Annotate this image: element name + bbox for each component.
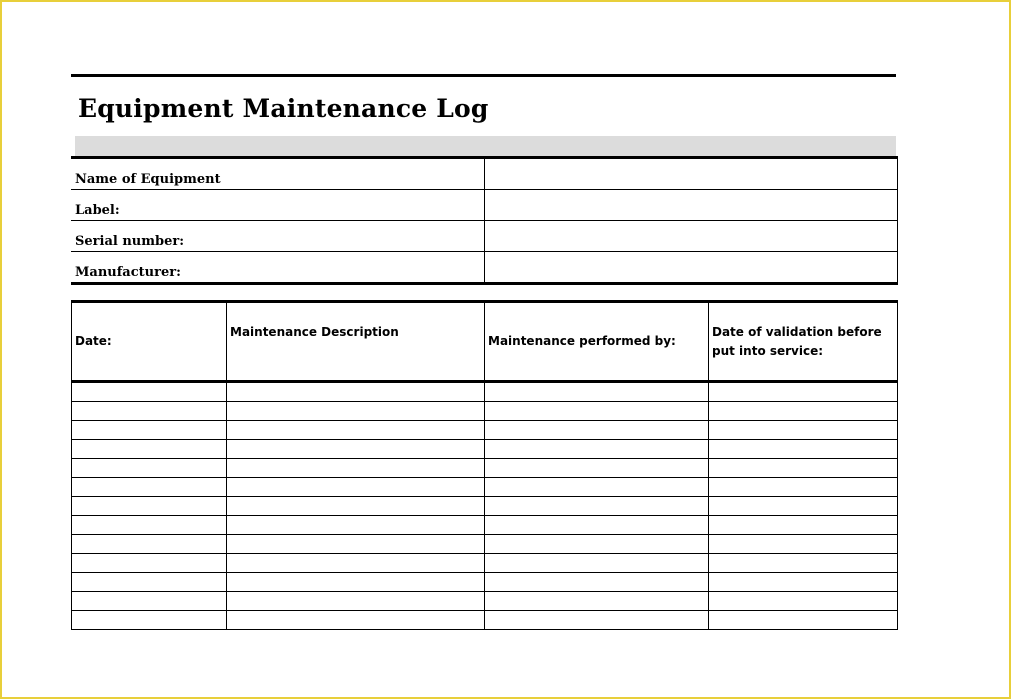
validation-date-cell[interactable] bbox=[709, 554, 898, 573]
header-band bbox=[75, 136, 896, 156]
date-cell[interactable] bbox=[72, 535, 227, 554]
performed-by-cell[interactable] bbox=[485, 554, 709, 573]
date-cell[interactable] bbox=[72, 554, 227, 573]
description-cell[interactable] bbox=[227, 573, 485, 592]
table-row bbox=[72, 516, 898, 535]
performed-by-cell[interactable] bbox=[485, 592, 709, 611]
description-cell[interactable] bbox=[227, 478, 485, 497]
validation-date-cell[interactable] bbox=[709, 382, 898, 402]
performed-by-cell[interactable] bbox=[485, 478, 709, 497]
equipment-info-table bbox=[71, 156, 898, 285]
header-description: Maintenance Description bbox=[227, 302, 485, 382]
page-title: Equipment Maintenance Log bbox=[78, 94, 489, 123]
info-row bbox=[71, 190, 897, 221]
description-cell[interactable] bbox=[227, 592, 485, 611]
top-rule bbox=[71, 74, 896, 77]
date-cell[interactable] bbox=[72, 497, 227, 516]
table-row bbox=[72, 478, 898, 497]
description-cell[interactable] bbox=[227, 535, 485, 554]
header-date: Date: bbox=[72, 302, 227, 382]
info-row bbox=[71, 221, 897, 252]
performed-by-cell[interactable] bbox=[485, 516, 709, 535]
performed-by-cell[interactable] bbox=[485, 573, 709, 592]
info-label-name: Name of Equipment bbox=[75, 172, 221, 187]
table-row bbox=[72, 535, 898, 554]
description-cell[interactable] bbox=[227, 459, 485, 478]
date-cell[interactable] bbox=[72, 440, 227, 459]
table-row bbox=[72, 573, 898, 592]
info-value-name[interactable] bbox=[484, 158, 897, 190]
performed-by-cell[interactable] bbox=[485, 497, 709, 516]
performed-by-cell[interactable] bbox=[485, 402, 709, 421]
table-row bbox=[72, 554, 898, 573]
table-row bbox=[72, 592, 898, 611]
header-validation-date: Date of validation before put into service: bbox=[709, 302, 898, 382]
performed-by-cell[interactable] bbox=[485, 440, 709, 459]
table-row bbox=[72, 382, 898, 402]
info-label-manufacturer: Manufacturer: bbox=[71, 252, 484, 284]
validation-date-cell[interactable] bbox=[709, 535, 898, 554]
table-row bbox=[72, 440, 898, 459]
info-value-label[interactable] bbox=[484, 190, 897, 221]
description-cell[interactable] bbox=[227, 402, 485, 421]
log-body bbox=[72, 382, 898, 630]
validation-date-cell[interactable] bbox=[709, 573, 898, 592]
table-row bbox=[72, 611, 898, 630]
date-cell[interactable] bbox=[72, 573, 227, 592]
table-row bbox=[72, 402, 898, 421]
description-cell[interactable] bbox=[227, 421, 485, 440]
validation-date-cell[interactable] bbox=[709, 497, 898, 516]
maintenance-log-table bbox=[71, 300, 898, 630]
validation-date-cell[interactable] bbox=[709, 440, 898, 459]
validation-date-cell[interactable] bbox=[709, 402, 898, 421]
date-cell[interactable] bbox=[72, 382, 227, 402]
date-cell[interactable] bbox=[72, 516, 227, 535]
date-cell[interactable] bbox=[72, 402, 227, 421]
table-row bbox=[72, 459, 898, 478]
validation-date-cell[interactable] bbox=[709, 478, 898, 497]
description-cell[interactable] bbox=[227, 611, 485, 630]
date-cell[interactable] bbox=[72, 611, 227, 630]
performed-by-cell[interactable] bbox=[485, 535, 709, 554]
info-value-serial[interactable] bbox=[484, 221, 897, 252]
validation-date-cell[interactable] bbox=[709, 592, 898, 611]
info-label-label: Label: bbox=[71, 190, 484, 221]
table-row bbox=[72, 421, 898, 440]
validation-date-cell[interactable] bbox=[709, 459, 898, 478]
table-row bbox=[72, 497, 898, 516]
performed-by-cell[interactable] bbox=[485, 459, 709, 478]
validation-date-cell[interactable] bbox=[709, 611, 898, 630]
date-cell[interactable] bbox=[72, 421, 227, 440]
date-cell[interactable] bbox=[72, 478, 227, 497]
date-cell[interactable] bbox=[72, 459, 227, 478]
description-cell[interactable] bbox=[227, 516, 485, 535]
info-row bbox=[71, 252, 897, 284]
description-cell[interactable] bbox=[227, 382, 485, 402]
date-cell[interactable] bbox=[72, 592, 227, 611]
validation-date-cell[interactable] bbox=[709, 516, 898, 535]
description-cell[interactable] bbox=[227, 554, 485, 573]
header-performed-by: Maintenance performed by: bbox=[485, 302, 709, 382]
info-row bbox=[71, 158, 897, 190]
info-value-manufacturer[interactable] bbox=[484, 252, 897, 284]
info-label-serial: Serial number: bbox=[71, 221, 484, 252]
validation-date-cell[interactable] bbox=[709, 421, 898, 440]
performed-by-cell[interactable] bbox=[485, 382, 709, 402]
performed-by-cell[interactable] bbox=[485, 421, 709, 440]
performed-by-cell[interactable] bbox=[485, 611, 709, 630]
description-cell[interactable] bbox=[227, 497, 485, 516]
description-cell[interactable] bbox=[227, 440, 485, 459]
log-header-row bbox=[72, 302, 898, 382]
